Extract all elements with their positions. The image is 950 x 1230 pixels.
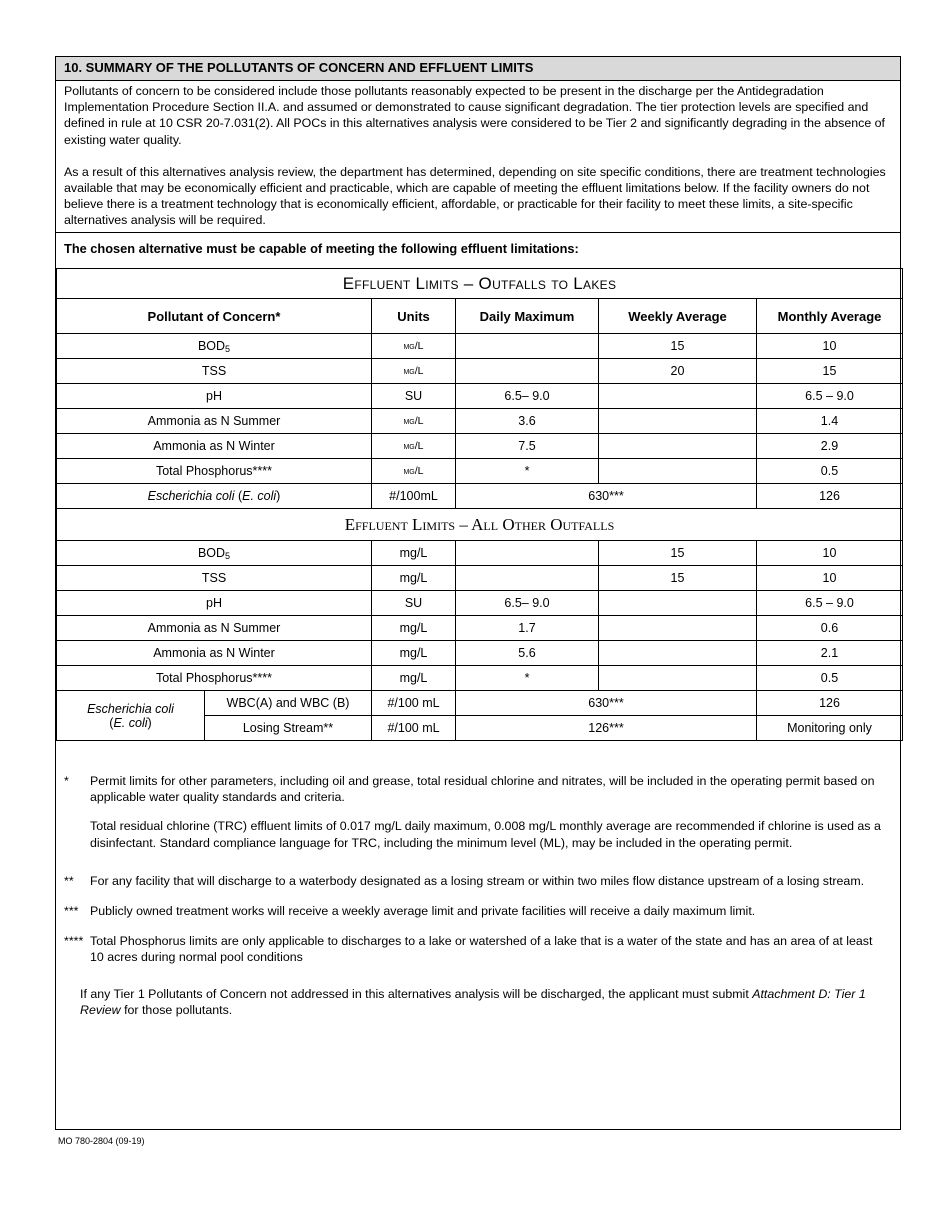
footnote-text: Publicly owned treatment works will receive a weekly average limit and private facilities will receive a daily maximum limit. [90, 904, 756, 919]
weekly-cell [599, 459, 757, 484]
section-title: 10. SUMMARY OF THE POLLUTANTS OF CONCERN AND EFFLUENT LIMITS [56, 57, 900, 81]
table-row [57, 434, 903, 459]
pollutant-cell: Total Phosphorus**** [57, 666, 372, 691]
table-row [57, 691, 903, 716]
table-row [57, 641, 903, 666]
footnote-text: Total Phosphorus limits are only applicable to discharges to a lake or watershed of a lake that is a water of the state and has an area of at least 10 acres during normal pool conditions [90, 934, 873, 965]
units-cell: mg/L [372, 459, 456, 484]
units-cell: mg/L [372, 359, 456, 384]
form-number: MO 780-2804 (09-19) [58, 1136, 145, 1146]
ecoli-category-cell: WBC(A) and WBC (B) [205, 691, 372, 716]
monthly-cell: 2.9 [757, 434, 903, 459]
units-cell: mg/L [372, 334, 456, 359]
units-cell: mg/L [372, 666, 456, 691]
pollutant-cell: TSS [57, 359, 372, 384]
monthly-cell: Monitoring only [757, 716, 903, 741]
ecoli-name-cell: Escherichia coli (E. coli) [57, 691, 205, 741]
pollutant-cell: Ammonia as N Summer [57, 616, 372, 641]
footnote-mark: *** [64, 904, 79, 919]
pollutant-cell: Ammonia as N Winter [57, 641, 372, 666]
pollutant-cell: pH [57, 591, 372, 616]
pollutant-cell: Ammonia as N Summer [57, 409, 372, 434]
pollutant-cell: pH [57, 384, 372, 409]
table-row [57, 591, 903, 616]
daily-cell: 6.5– 9.0 [456, 591, 599, 616]
weekly-cell [599, 591, 757, 616]
footnote-double-asterisk [64, 873, 884, 889]
daily-cell [456, 541, 599, 566]
table-row [57, 409, 903, 434]
table-row [57, 616, 903, 641]
daily-cell: * [456, 666, 599, 691]
daily-cell: 5.6 [456, 641, 599, 666]
ecoli-category-cell: Losing Stream** [205, 716, 372, 741]
units-cell: #/100mL [372, 484, 456, 509]
monthly-cell: 10 [757, 566, 903, 591]
units-cell: #/100 mL [372, 716, 456, 741]
header-daily-max: Daily Maximum [456, 299, 599, 334]
units-cell: mg/L [372, 541, 456, 566]
intro-text [64, 83, 892, 245]
attachment-reference: Attachment D: Tier 1 Review [80, 986, 866, 1017]
units-cell: mg/L [372, 409, 456, 434]
daily-cell [456, 566, 599, 591]
daily-weekly-cell: 630*** [456, 484, 757, 509]
lakes-table-title: Effluent Limits – Outfalls to Lakes [57, 269, 903, 299]
monthly-cell: 6.5 – 9.0 [757, 591, 903, 616]
monthly-cell: 10 [757, 334, 903, 359]
header-monthly-avg: Monthly Average [757, 299, 903, 334]
daily-weekly-cell: 630*** [456, 691, 757, 716]
daily-cell [456, 334, 599, 359]
daily-cell: 3.6 [456, 409, 599, 434]
weekly-cell: 15 [599, 566, 757, 591]
header-pollutant: Pollutant of Concern* [57, 299, 372, 334]
table-row [57, 334, 903, 359]
units-cell: SU [372, 384, 456, 409]
table-row [57, 566, 903, 591]
daily-cell: * [456, 459, 599, 484]
daily-cell [456, 359, 599, 384]
weekly-cell: 15 [599, 334, 757, 359]
units-cell: mg/L [372, 616, 456, 641]
footnote-quadruple-asterisk [64, 933, 884, 965]
table-row [57, 384, 903, 409]
table-row [57, 541, 903, 566]
weekly-cell: 20 [599, 359, 757, 384]
monthly-cell: 10 [757, 541, 903, 566]
monthly-cell: 126 [757, 691, 903, 716]
footnote-mark: ** [64, 873, 74, 888]
units-cell: SU [372, 591, 456, 616]
weekly-cell [599, 384, 757, 409]
weekly-cell: 15 [599, 541, 757, 566]
weekly-cell [599, 666, 757, 691]
form-section-frame [55, 56, 901, 1130]
pollutant-cell: Total Phosphorus**** [57, 459, 372, 484]
footnote-mark: * [64, 774, 69, 788]
daily-cell: 7.5 [456, 434, 599, 459]
footnote-mark: **** [64, 934, 84, 949]
table-row [57, 666, 903, 691]
monthly-cell: 2.1 [757, 641, 903, 666]
units-cell: mg/L [372, 641, 456, 666]
weekly-cell [599, 616, 757, 641]
footnote-text: Total residual chlorine (TRC) effluent limits of 0.017 mg/L daily maximum, 0.008 mg/L monthly average are recommended if chlorine is used as a disinfectant. Standard compliance language for TRC, including the minimum level (ML), may be included in the operating permit. [90, 819, 881, 850]
footnotes [64, 773, 884, 1018]
header-units: Units [372, 299, 456, 334]
weekly-cell [599, 641, 757, 666]
daily-weekly-cell: 126*** [456, 716, 757, 741]
chosen-alternative-statement: The chosen alternative must be capable of meeting the following effluent limitations: [56, 232, 900, 268]
monthly-cell: 0.5 [757, 459, 903, 484]
monthly-cell: 126 [757, 484, 903, 509]
table-row [57, 459, 903, 484]
footnote-triple-asterisk [64, 903, 884, 919]
units-cell: mg/L [372, 566, 456, 591]
pollutant-cell: TSS [57, 566, 372, 591]
daily-cell: 6.5– 9.0 [456, 384, 599, 409]
pollutant-cell: Escherichia coli (E. coli) [57, 484, 372, 509]
tier1-instruction: If any Tier 1 Pollutants of Concern not addressed in this alternatives analysis will be discharged, the applicant must submit Attachment D: Tier 1 Review for those pollutants. [80, 986, 866, 1017]
effluent-limits-table [56, 268, 903, 741]
pollutant-cell: $BOD_5$ [57, 541, 372, 566]
daily-cell: 1.7 [456, 616, 599, 641]
footnote-single-asterisk [64, 773, 884, 851]
units-cell: #/100 mL [372, 691, 456, 716]
intro-paragraph-1: Pollutants of concern to be considered include those pollutants reasonably expected to be present in the discharge per the Antidegradation Implementation Procedure Section II.A. and assumed or demonstrated to cause significant degradation. The tier protection levels are specified and defined in rule at 10 CSR 20-7.031(2). All POCs in this alternatives analysis were considered to be Tier 2 and significantly degrading in the absence of existing water quality. [64, 84, 885, 147]
footnote-text: Permit limits for other parameters, including oil and grease, total residual chlorine and nitrates, will be included in the operating permit based on applicable water quality standards and criteria. [90, 774, 875, 805]
footnote-text: For any facility that will discharge to a waterbody designated as a losing stream or within two miles flow distance upstream of a losing stream. [90, 873, 865, 888]
header-weekly-avg: Weekly Average [599, 299, 757, 334]
monthly-cell: 0.6 [757, 616, 903, 641]
weekly-cell [599, 409, 757, 434]
weekly-cell [599, 434, 757, 459]
monthly-cell: 1.4 [757, 409, 903, 434]
units-cell: mg/L [372, 434, 456, 459]
intro-paragraph-2: As a result of this alternatives analysis review, the department has determined, depending on site specific conditions, there are treatment technologies available that may be economically efficient and practicable, which are capable of meeting the effluent limitations below. If the facility owners do not believe there is a treatment technology that is economically efficient, affordable, or practicable for their facility to meet these limits, a site-specific alternatives analysis will be required. [64, 164, 886, 228]
other-outfalls-table-title: Effluent Limits – All Other Outfalls [57, 509, 903, 541]
pollutant-cell: $BOD_5$ [57, 334, 372, 359]
monthly-cell: 15 [757, 359, 903, 384]
table-row [57, 359, 903, 384]
monthly-cell: 0.5 [757, 666, 903, 691]
pollutant-cell: Ammonia as N Winter [57, 434, 372, 459]
monthly-cell: 6.5 – 9.0 [757, 384, 903, 409]
table-row [57, 484, 903, 509]
